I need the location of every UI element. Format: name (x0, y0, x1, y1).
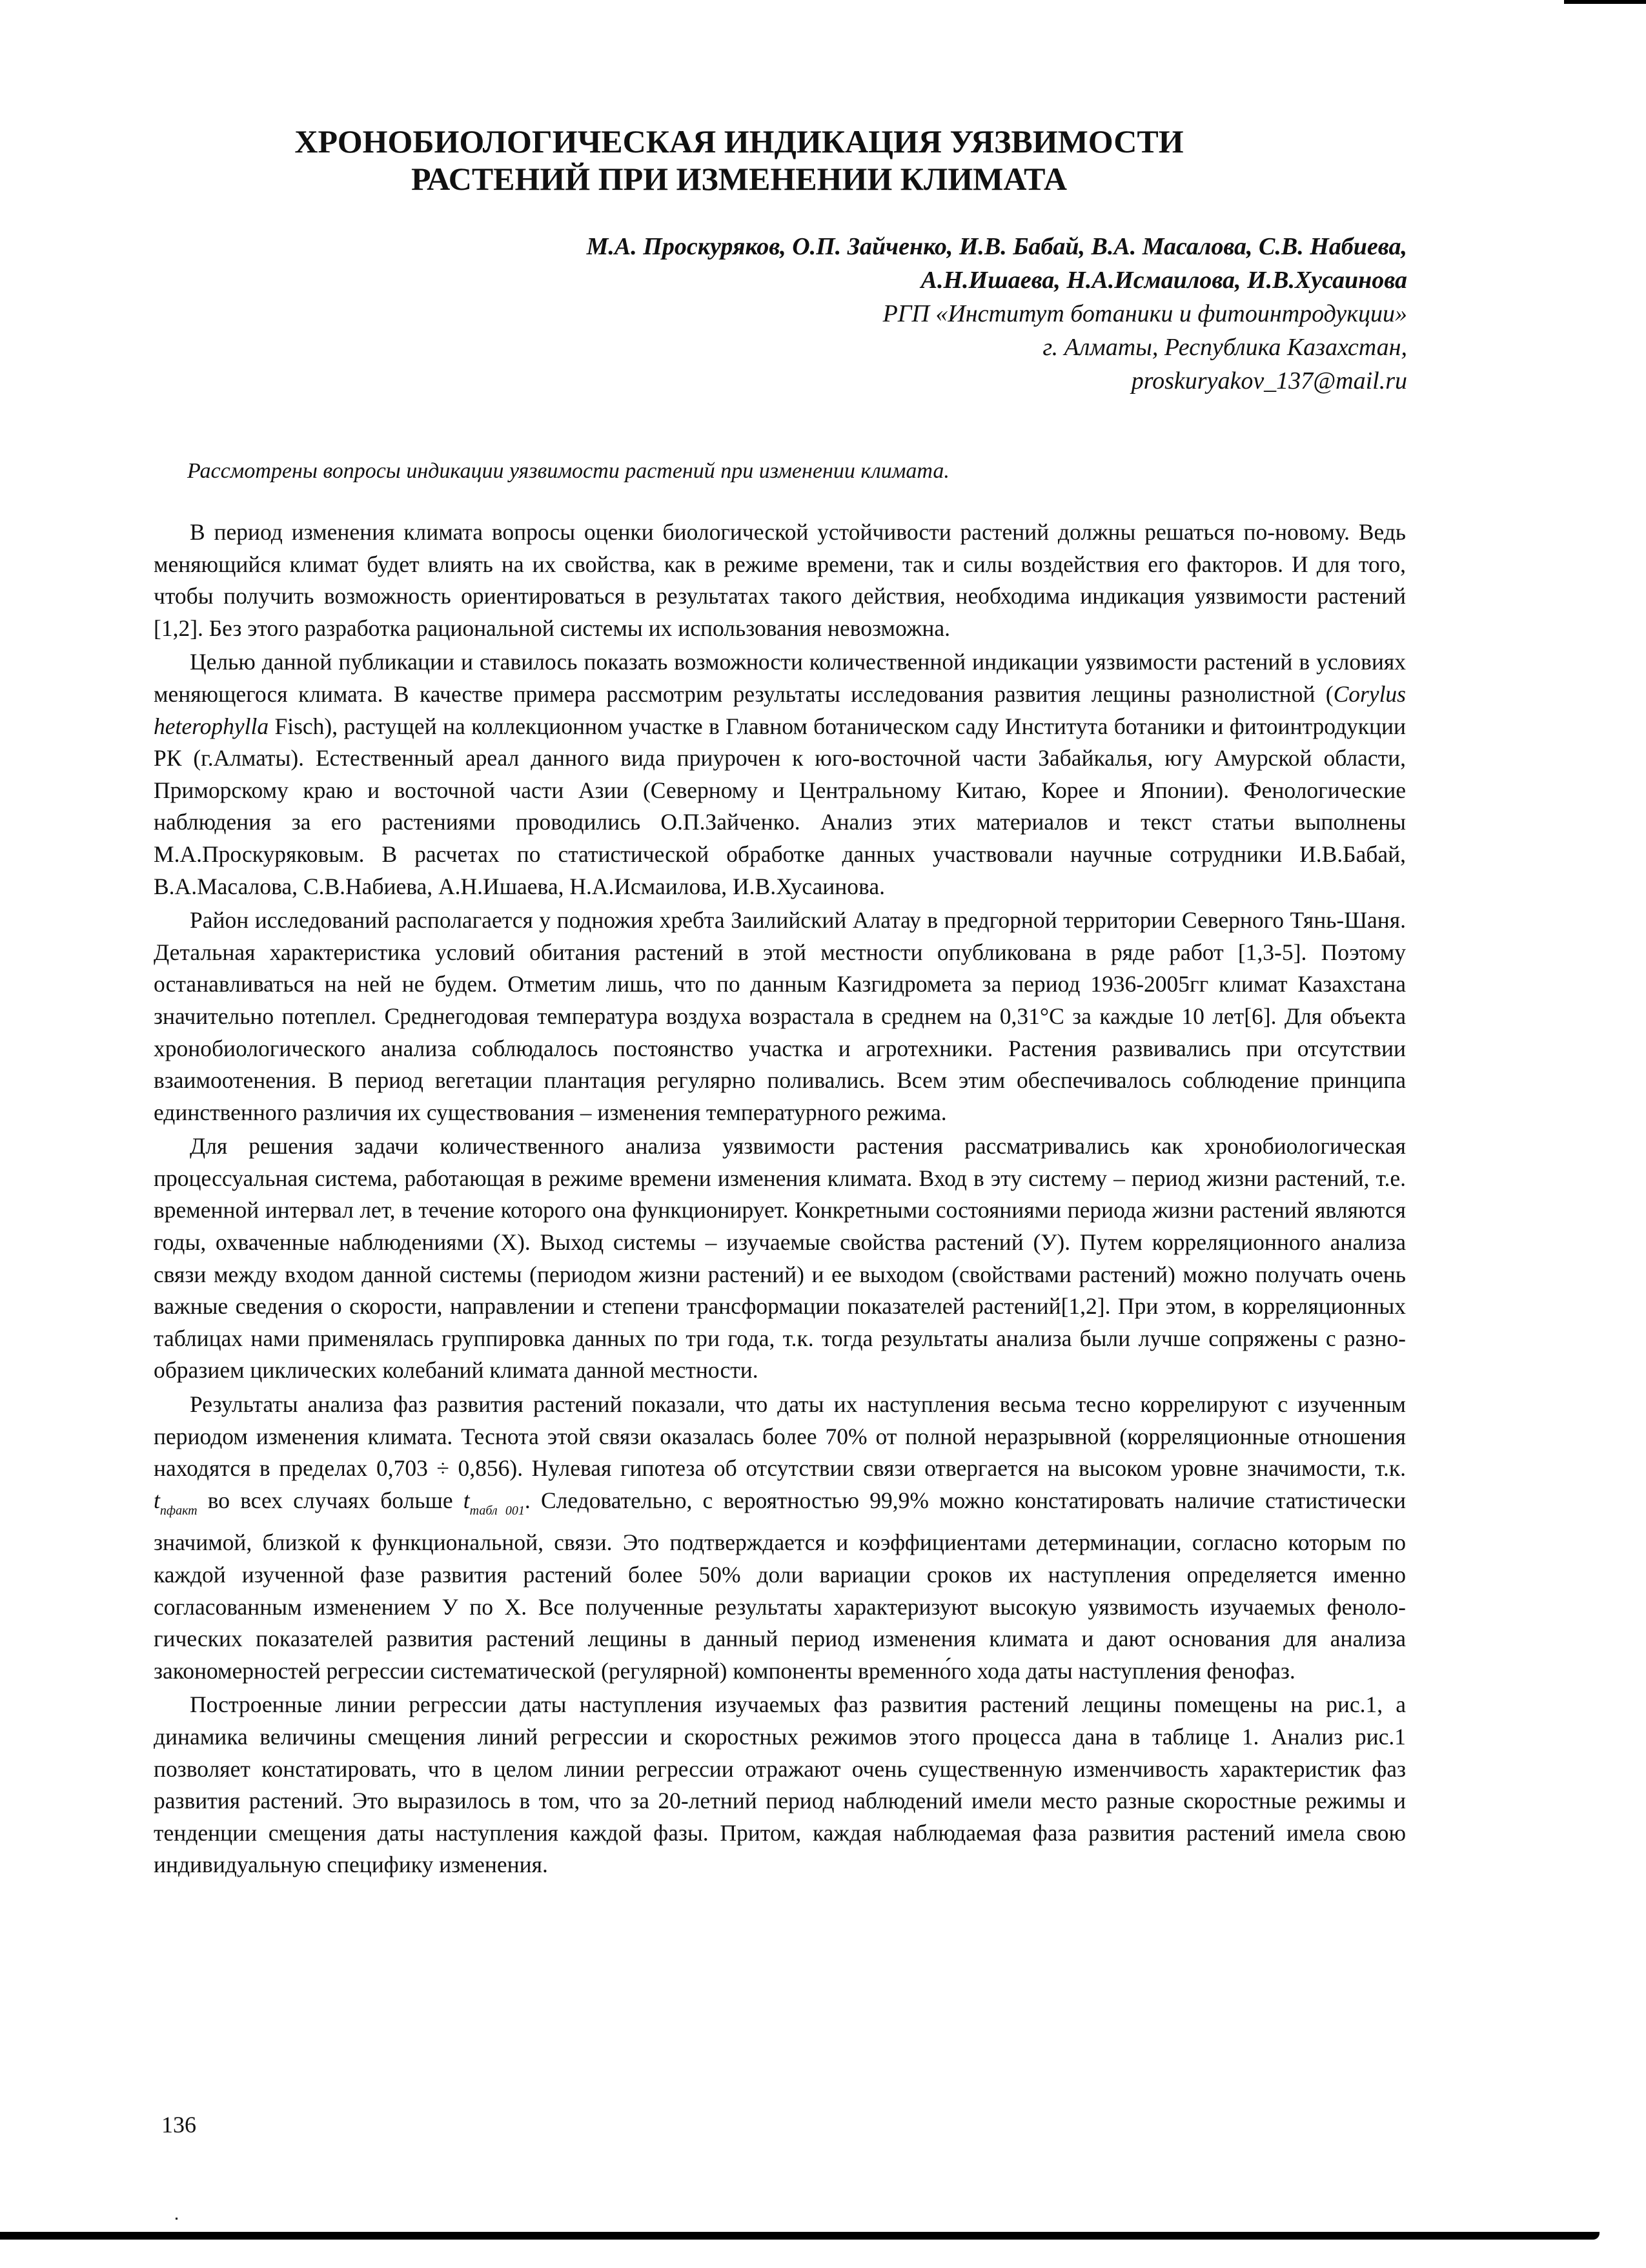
title-line-2: РАСТЕНИЙ ПРИ ИЗМЕНЕНИИ КЛИМАТА (411, 161, 1068, 197)
t-table-symbol: t (463, 1487, 470, 1513)
page-number: 136 (161, 2112, 196, 2138)
author-block (587, 230, 1407, 398)
article-title (0, 123, 1562, 198)
paragraph-4: Для решения задачи количественного анализа уязвимости растения рассматривались как хронобиологическая процессуальная система, работающая в режиме времени изменения климата. Вход в эту систему – период жизни растений, т.е. временной интервал лет, в течение которого она функционирует. Конкретными состояниями периода жизни растений являются годы, охваченные наблюдениями (Х). Выход системы – изучаемые свойства растений (У). Путем корреляционного анализа связи между входом данной системы (периодом жизни растений) и ее выходом (свойствами растений) можно получать очень важные сведения о скорости, направлении и степени трансформации показателей растений[1,2]. При этом, в корреляционных таблицах нами применялась группировка данных по три года, т.к. тогда результаты анализа были лучше сопряжены с разнообразием циклических колебаний климата данной местности. (154, 1133, 1406, 1384)
article-body (154, 516, 1406, 1883)
t-fact-symbol: t (154, 1487, 160, 1513)
author-email: proskuryakov_137@mail.ru (1131, 367, 1407, 394)
paragraph-3: Район исследований располагается у подножия хребта Заилийский Алатау в предгорной территории Северного Тянь-Шаня. Детальная характеристика условий обитания растений в этой местности опубликована в ряде работ [1,3-5]. Поэтому останавливаться на ней не будем. Отметим лишь, что по данным Казгидромета за период 1936-2005гг климат Казахстана значительно потеплел. Среднегодовая температура воздуха возрастала в среднем на 0,31°С за каждые 10 лет[6]. Для объекта хронобиологического анализа соблюдалось постоянство участка и агротехники. Растения развивались при отсутствии взаимоотенения. В период вегетации плантация регулярно поливались. Всем этим обеспечивалось соблюдение принципа единственного различия их существования – изменения температурного режима. (154, 907, 1406, 1125)
paragraph-5-text-b: во всех случаях больше (197, 1487, 463, 1513)
scan-speck (176, 2218, 178, 2220)
paragraph-5-text-c: . Следовательно, с вероятностью 99,9% можно констатировать наличие статистически значимой, близкой к функциональной, связи. Это подтверждается и коэффициентами детерминации, согласно которым по каждой изученной фазе развития растений более 50% доли вариации сроков их наступления определяется именно согласованным изменением У по Х. Все полученные результаты характеризуют высокую уязвимость изучаемых фенологических показателей развития растений лещины в данный период изменения климата и дают основания для анализа закономерностей регрессии систематической (регулярной) компоненты временно́го хода даты наступления фенофаз. (154, 1487, 1406, 1684)
paragraph-2-text-b: Fisch), растущей на коллекционном участке в Главном ботаническом саду Института ботаники и фитоинтродукции РК (г.Алматы). Естественный ареал данного вида приурочен к юго-восточной части Забайкалья, югу Амурской области, Приморскому краю и восточной части Азии (Северному и Центральному Китаю, Корее и Японии). Фенологические наблюдения за его растениями проводились О.П.Зайченко. Анализ этих материалов и текст статьи выполнены М.А.Проскуряковым. В расчетах по статистической обработке данных участвовали научные сотрудники И.В.Бабай, В.А.Масалова, С.В.Набиева, А.Н.Ишаева, Н.А.Исмаилова, И.В.Хусаинова. (154, 713, 1406, 899)
authors-line-1: М.А. Проскуряков, О.П. Зайченко, И.В. Бабай, В.А. Масалова, С.В. Набиева, (586, 233, 1407, 260)
t-fact-subscript: пфакт (159, 1503, 198, 1518)
scan-edge-top-rule (1564, 0, 1646, 4)
authors-line-2: А.Н.Ишаева, Н.А.Исмаилова, И.В.Хусаинова (920, 267, 1407, 294)
t-table-subscript: табл 001 (469, 1503, 525, 1518)
paragraph-5-text-a: Результаты анализа фаз развития растений показали, что даты их наступления весьма тесно коррелируют с изученным периодом изменения климата. Теснота этой связи оказалась более 70% от полной неразрывной (корреляционные отношения находятся в пределах 0,703 ÷ 0,856). Нулевая гипотеза об отсутствии связи отвергается на высоком уровне значимости, т.к. (154, 1391, 1406, 1482)
paragraph-2 (154, 646, 1406, 903)
abstract: Рассмотрены вопросы индикации уязвимости растений при изменении климата. (187, 459, 950, 483)
affiliation: РГП «Институт ботаники и фитоинтродукции» (882, 300, 1407, 327)
species-name: Corylus heterophylla (154, 680, 1406, 739)
paragraph-1: В период изменения климата вопросы оценки биологической устойчивости растений должны решаться по-новому. Ведь меняющийся климат будет влиять на их свойства, как в режиме времени, так и силы воздействия его факторов. И для того, чтобы получить возможность ориентироваться в результатах такого действия, необходима индикация уязвимости растений [1,2]. Без этого разработка рациональной системы их использования невозможна. (154, 519, 1406, 641)
paragraph-5 (154, 1389, 1406, 1687)
paragraph-6: Построенные линии регрессии даты наступления изучаемых фаз развития растений лещины помещены на рис.1, а динамика величины смещения линий регрессии и скоростных режимов этого процесса дана в таблице 1. Анализ рис.1 позволяет констатировать, что в целом линии регрессии отражают очень существенную изменчивость характеристик фаз развития растений. Это выразилось в том, что за 20-летний период наблюдений имели место разные скоростные режимы и тенденции смещения даты наступления каждой фазы. Притом, каждая наблюдаемая фаза развития растений имела свою индивидуальную специфику изменения. (154, 1691, 1406, 1878)
scan-edge-bottom-rule (0, 2232, 1600, 2240)
affiliation-city: г. Алматы, Республика Казахстан, (1042, 334, 1407, 361)
paragraph-2-text-a: Целью данной публикации и ставилось показать возможности количественной индикации уязвимости растений в условиях меняющегося климата. В качестве примера рассмотрим результаты исследования развития лещины разнолистной ( (154, 649, 1406, 707)
title-line-1: ХРОНОБИОЛОГИЧЕСКАЯ ИНДИКАЦИЯ УЯЗВИМОСТИ (294, 123, 1184, 159)
